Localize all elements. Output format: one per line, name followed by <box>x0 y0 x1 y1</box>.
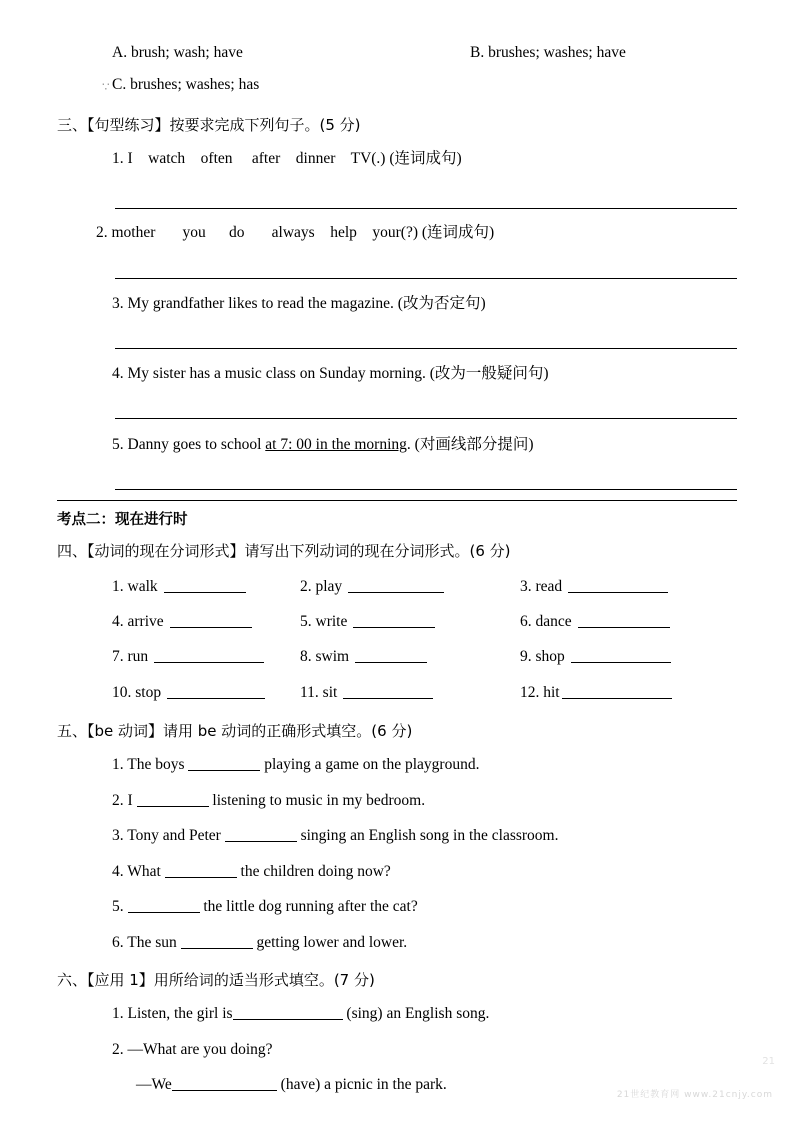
word-label-4: 4. arrive <box>112 613 164 630</box>
section-5-heading: 五、【be 动词】请用 be 动词的正确形式填空。(6 分) <box>57 722 413 740</box>
section-5-blank-3[interactable] <box>225 827 297 842</box>
section-5-item-6-pre: 6. The sun <box>112 934 181 951</box>
word-item-8 <box>300 648 427 666</box>
word-label-2: 2. play <box>300 578 343 595</box>
word-blank-1[interactable] <box>164 578 246 593</box>
word-item-10 <box>112 684 265 702</box>
section-6-item-2-answer-post: (have) a picnic in the park. <box>276 1076 447 1093</box>
section-3-item-5-prefix: 5. Danny goes to school <box>112 436 266 453</box>
section-5-item-1-pre: 1. The boys <box>112 756 189 773</box>
section-3-item-5-suffix: . (对画线部分提问) <box>406 436 534 453</box>
word-blank-2[interactable] <box>348 578 444 593</box>
section-5-item-2-pre: 2. I <box>112 792 137 809</box>
answer-line-3-2[interactable] <box>115 278 737 279</box>
answer-line-3-4[interactable] <box>115 418 737 419</box>
choice-option-c: C. brushes; washes; has <box>112 76 260 93</box>
word-label-10: 10. stop <box>112 684 162 701</box>
section-6-item-1-pre: 1. Listen, the girl is <box>112 1005 233 1022</box>
section-6-item-1-post: (sing) an English song. <box>342 1005 490 1022</box>
word-label-5: 5. write <box>300 613 348 630</box>
section-5-blank-4[interactable] <box>165 863 237 878</box>
section-3-item-1: 1. I watch often after dinner TV(.) (连词成句) <box>112 150 462 167</box>
word-blank-4[interactable] <box>170 613 252 628</box>
word-blank-7[interactable] <box>154 648 264 663</box>
word-blank-10[interactable] <box>167 684 265 699</box>
decorative-dots: ∵ <box>102 80 110 94</box>
section-4-heading: 四、【动词的现在分词形式】请写出下列动词的现在分词形式。(6 分) <box>57 542 511 560</box>
section-5-item-2-post: listening to music in my bedroom. <box>208 792 426 809</box>
section-6-item-2-answer-pre: —We <box>136 1076 172 1093</box>
section-5-item-1 <box>112 756 479 775</box>
word-item-9 <box>520 648 671 666</box>
section-5-item-3-post: singing an English song in the classroom. <box>296 827 559 844</box>
watermark-text: 21世纪教育网 www.21cnjy.com <box>616 1090 773 1100</box>
section-3-item-4: 4. My sister has a music class on Sunday morning. (改为一般疑问句) <box>112 365 549 382</box>
answer-line-3-1[interactable] <box>115 208 737 209</box>
section-6-item-2-answer <box>136 1076 447 1095</box>
section-5-item-5-pre: 5. <box>112 898 128 915</box>
word-item-5 <box>300 613 435 631</box>
word-item-2 <box>300 578 444 596</box>
section-5-item-2 <box>112 792 425 811</box>
word-label-8: 8. swim <box>300 648 350 665</box>
section-6-blank-1[interactable] <box>233 1005 343 1020</box>
word-item-7 <box>112 648 264 666</box>
section-5-blank-6[interactable] <box>181 934 253 949</box>
word-label-1: 1. walk <box>112 578 158 595</box>
section-5-item-4-pre: 4. What <box>112 863 165 880</box>
section-5-blank-1[interactable] <box>188 756 260 771</box>
word-blank-11[interactable] <box>343 684 433 699</box>
word-label-7: 7. run <box>112 648 149 665</box>
divider-rule <box>57 500 737 501</box>
word-label-9: 9. shop <box>520 648 565 665</box>
word-item-1 <box>112 578 246 596</box>
word-label-12: 12. hit <box>520 684 560 701</box>
word-blank-3[interactable] <box>568 578 668 593</box>
word-item-4 <box>112 613 252 631</box>
section-3-heading: 三、【句型练习】按要求完成下列句子。(5 分) <box>57 116 361 134</box>
section-6-item-2-question: 2. —What are you doing? <box>112 1041 273 1058</box>
section-5-item-6-post: getting lower and lower. <box>252 934 408 951</box>
word-blank-8[interactable] <box>355 648 427 663</box>
word-label-6: 6. dance <box>520 613 572 630</box>
word-item-12 <box>520 684 672 702</box>
answer-line-3-5[interactable] <box>115 489 737 490</box>
section-5-item-5 <box>112 898 418 917</box>
word-blank-5[interactable] <box>353 613 435 628</box>
section-5-item-3 <box>112 827 558 846</box>
word-blank-9[interactable] <box>571 648 671 663</box>
section-5-item-5-post: the little dog running after the cat? <box>199 898 418 915</box>
word-item-3 <box>520 578 668 596</box>
choice-option-a: A. brush; wash; have <box>112 44 243 61</box>
word-label-11: 11. sit <box>300 684 338 701</box>
word-blank-6[interactable] <box>578 613 670 628</box>
watermark-logo: 21 <box>762 1056 775 1067</box>
word-label-3: 3. read <box>520 578 563 595</box>
section-6-heading: 六、【应用 1】用所给词的适当形式填空。(7 分) <box>57 971 375 989</box>
section-5-item-3-pre: 3. Tony and Peter <box>112 827 225 844</box>
word-blank-12[interactable] <box>562 684 672 699</box>
answer-line-3-3[interactable] <box>115 348 737 349</box>
section-5-item-4 <box>112 863 391 882</box>
section-3-item-2: 2. mother you do always help your(?) (连词成句) <box>96 224 495 241</box>
section-5-blank-2[interactable] <box>137 792 209 807</box>
choice-option-b: B. brushes; washes; have <box>470 44 626 61</box>
word-item-6 <box>520 613 670 631</box>
section-5-item-6 <box>112 934 407 953</box>
section-3-item-5-underlined: at 7: 00 in the morning <box>265 436 407 453</box>
word-item-11 <box>300 684 433 702</box>
section-3-item-3: 3. My grandfather likes to read the magazine. (改为否定句) <box>112 295 486 312</box>
section-3-item-5 <box>112 436 533 455</box>
section-5-blank-5[interactable] <box>128 898 200 913</box>
kaodian-2-heading: 考点二：现在进行时 <box>57 512 188 528</box>
section-5-item-1-post: playing a game on the playground. <box>260 756 480 773</box>
section-6-blank-2[interactable] <box>172 1076 277 1091</box>
section-6-item-1 <box>112 1005 489 1024</box>
section-5-item-4-post: the children doing now? <box>236 863 391 880</box>
